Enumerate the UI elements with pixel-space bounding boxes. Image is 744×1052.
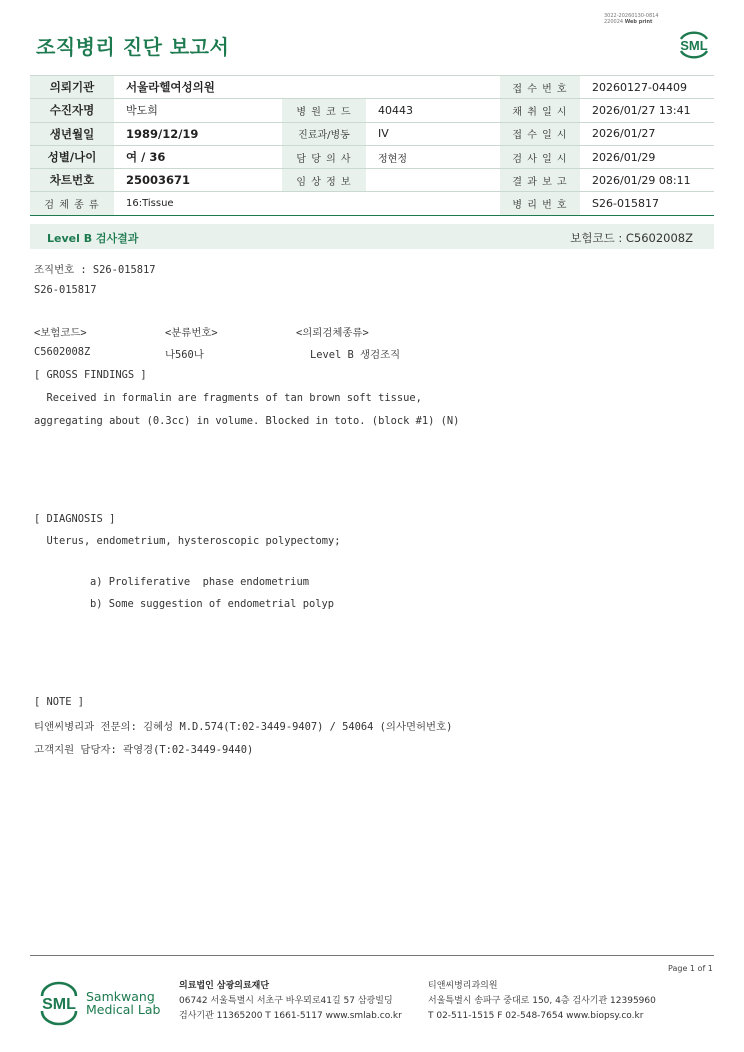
page-number: Page 1 of 1 bbox=[668, 964, 713, 973]
gross-findings-heading: [ GROSS FINDINGS ] bbox=[34, 369, 147, 381]
label-collection-date: 채 취 일 시 bbox=[500, 99, 580, 122]
note-heading: [ NOTE ] bbox=[34, 696, 85, 708]
value-insurance-code: C5602008Z bbox=[34, 346, 91, 358]
label-receipt-number: 접 수 번 호 bbox=[500, 76, 580, 99]
brand-line2: Medical Lab bbox=[86, 1002, 161, 1017]
value-receipt-date: 2026/01/27 bbox=[580, 122, 714, 145]
print-code bbox=[604, 13, 704, 25]
foundation-address: 06742 서울특별시 서초구 바우뫼로41길 57 삼광빌딩 bbox=[179, 996, 393, 1006]
value-doctor: 정현정 bbox=[366, 145, 500, 168]
label-specimen-type: 검 체 종 류 bbox=[30, 192, 114, 215]
value-clinical-info bbox=[366, 169, 500, 192]
tissue-number-value: S26-015817 bbox=[34, 284, 97, 296]
note-support-contact: 고객지원 담당자: 곽영경(T:02-3449-9440) bbox=[34, 744, 254, 756]
result-header-bar bbox=[30, 224, 714, 249]
note-pathologist: 티앤씨병리과 전문의: 김혜성 M.D.574(T:02-3449-9407) / 54064 (의사면허번호) bbox=[34, 721, 453, 733]
label-requesting-institution: 의뢰기관 bbox=[30, 76, 114, 99]
header-specimen-kind: <의뢰검체종류> bbox=[296, 327, 369, 339]
footer-clinic-info bbox=[428, 979, 656, 1024]
sml-logo-text: SML bbox=[680, 38, 708, 53]
sml-logo-icon bbox=[675, 26, 713, 62]
value-exam-date: 2026/01/29 bbox=[580, 145, 714, 168]
value-birth-date: 1989/12/19 bbox=[114, 122, 282, 145]
value-chart-number: 25003671 bbox=[114, 169, 282, 192]
clinic-name: 티앤씨병리과의원 bbox=[428, 981, 498, 991]
insurance-code: 보험코드 : C5602008Z bbox=[570, 231, 693, 245]
foundation-contact: 검사기관 11365200 T 1661-5117 www.smlab.co.kr bbox=[179, 1011, 402, 1021]
diagnosis-site: Uterus, endometrium, hysteroscopic polypectomy; bbox=[34, 535, 341, 547]
value-sex-age: 여 / 36 bbox=[114, 145, 282, 168]
label-exam-date: 검 사 일 시 bbox=[500, 145, 580, 168]
label-pathology-number: 병 리 번 호 bbox=[500, 192, 580, 215]
sml-footer-logo-icon bbox=[36, 980, 82, 1026]
label-hospital-code: 병 원 코 드 bbox=[282, 99, 366, 122]
info-row bbox=[30, 192, 714, 215]
page-title: 조직병리 진단 보고서 bbox=[36, 35, 230, 59]
header-insurance-code: <보험코드> bbox=[34, 327, 87, 339]
gross-findings-line: Received in formalin are fragments of tan brown soft tissue, bbox=[34, 392, 422, 404]
clinic-address: 서울특별시 송파구 중대로 150, 4층 검사기관 12395960 bbox=[428, 996, 656, 1006]
clinic-contact: T 02-511-1515 F 02-548-7654 www.biopsy.co.kr bbox=[428, 1011, 644, 1021]
info-row bbox=[30, 76, 714, 99]
label-receipt-date: 접 수 일 시 bbox=[500, 122, 580, 145]
tissue-number-line: 조직번호 : S26-015817 bbox=[34, 264, 156, 276]
value-hospital-code: 40443 bbox=[366, 99, 500, 122]
value-classification: 나560나 bbox=[165, 349, 204, 361]
gross-findings-line: aggregating about (0.3cc) in volume. Blocked in toto. (block #1) (N) bbox=[34, 415, 460, 427]
label-chart-number: 차트번호 bbox=[30, 169, 114, 192]
value-collection-date: 2026/01/27 13:41 bbox=[580, 99, 714, 122]
diagnosis-item-b: b) Some suggestion of endometrial polyp bbox=[90, 598, 334, 610]
label-result-report: 결 과 보 고 bbox=[500, 169, 580, 192]
info-row bbox=[30, 169, 714, 192]
foundation-name: 의료법인 삼광의료재단 bbox=[179, 981, 270, 991]
patient-info-table bbox=[30, 75, 714, 216]
footer-foundation-info bbox=[179, 979, 402, 1024]
label-department: 진료과/병동 bbox=[282, 122, 366, 145]
info-row bbox=[30, 122, 714, 145]
result-level-title: Level B 검사결과 bbox=[47, 232, 139, 245]
header-classification: <분류번호> bbox=[165, 327, 218, 339]
value-receipt-number: 20260127-04409 bbox=[580, 76, 714, 99]
info-row bbox=[30, 145, 714, 168]
value-department: IV bbox=[366, 122, 500, 145]
diagnosis-item-a: a) Proliferative phase endometrium bbox=[90, 576, 309, 588]
diagnosis-heading: [ DIAGNOSIS ] bbox=[34, 513, 116, 525]
value-result-report: 2026/01/29 08:11 bbox=[580, 169, 714, 192]
value-specimen-kind: Level B 생검조직 bbox=[310, 349, 401, 361]
brand-name bbox=[86, 990, 160, 1016]
label-doctor: 담 당 의 사 bbox=[282, 145, 366, 168]
brand-line1: Samkwang bbox=[86, 989, 155, 1004]
info-row bbox=[30, 99, 714, 122]
print-code-line2: 220024 bbox=[604, 19, 624, 25]
label-clinical-info: 임 상 정 보 bbox=[282, 169, 366, 192]
value-specimen-type: 16:Tissue bbox=[114, 192, 500, 215]
value-patient-name: 박도희 bbox=[114, 99, 282, 122]
label-patient-name: 수진자명 bbox=[30, 99, 114, 122]
web-print-label: Web print bbox=[624, 19, 653, 25]
value-requesting-institution: 서울라헬여성의원 bbox=[114, 76, 500, 99]
value-pathology-number: S26-015817 bbox=[580, 192, 714, 215]
footer-divider bbox=[30, 955, 714, 956]
label-sex-age: 성별/나이 bbox=[30, 145, 114, 168]
sml-footer-logo-text: SML bbox=[42, 996, 76, 1013]
print-code-line1: 3022-20260130-0814 bbox=[604, 13, 659, 19]
label-birth-date: 생년월일 bbox=[30, 122, 114, 145]
